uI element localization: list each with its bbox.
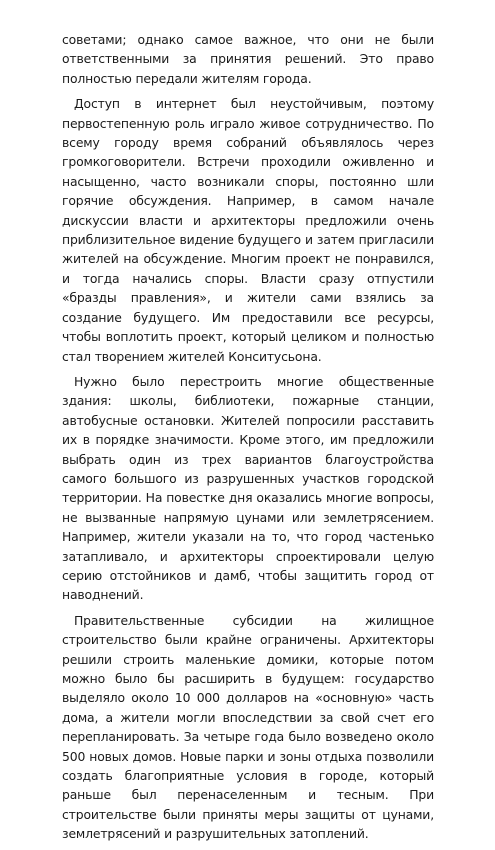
paragraph-2: Доступ в интернет был неустойчивым, поэтому первостепенную роль играло живое сотрудничество. По всему городу время собраний объявлялось через громкоговорители. Встречи проходили оживленно и насыщенно, часто возникали споры, постоянно шли горячие обсуждения. Например, в самом начале дискуссии власти и архитекторы предложили очень приблизительное видение будущего и затем пригласили жителей на обсуждение. Многим проект не понравился, и тогда начались споры. Власти сразу отпустили «бразды правления», и жители сами взялись за создание будущего. Им предоставили все ресурсы, чтобы воплотить проект, который целиком и полностью стал творением жителей Конситусьона. [62,96,434,364]
document-page [62,30,434,850]
paragraph-1: советами; однако самое важное, что они не были ответственными за принятия решений. Это право полностью передали жителям города. [62,32,434,86]
paragraph-4: Правительственные субсидии на жилищное строительство были крайне ограничены. Архитекторы решили строить маленькие домики, которые потом можно было бы расширить в будущем: государство выделяло около 10 000 долларов на «основную» часть дома, а жители могли впоследствии за свой счет его перепланировать. За четыре года было возведено около 500 новых домов. Новые парки и зоны отдыха позволили создать благоприятные условия в городе, который раньше был перенаселенным и тесным. При строительстве были приняты меры защиты от цунами, землетрясений и разрушительных затоплений. [62,612,434,842]
paragraph-3: Нужно было перестроить многие общественные здания: школы, библиотеки, пожарные станции, автобусные остановки. Жителей попросили расставить их в порядке значимости. Кроме этого, им предложили выбрать один из трех вариантов благоустройства самого большого из разрушенных участков городской территории. На повестке дня оказались многие вопросы, не вызванные напрямую цунами или землетрясением. Например, жители указали на то, что город частенько затапливало, и архитекторы спроектировали целую серию отстойников и дамб, чтобы защитить город от наводнений. [62,373,434,603]
